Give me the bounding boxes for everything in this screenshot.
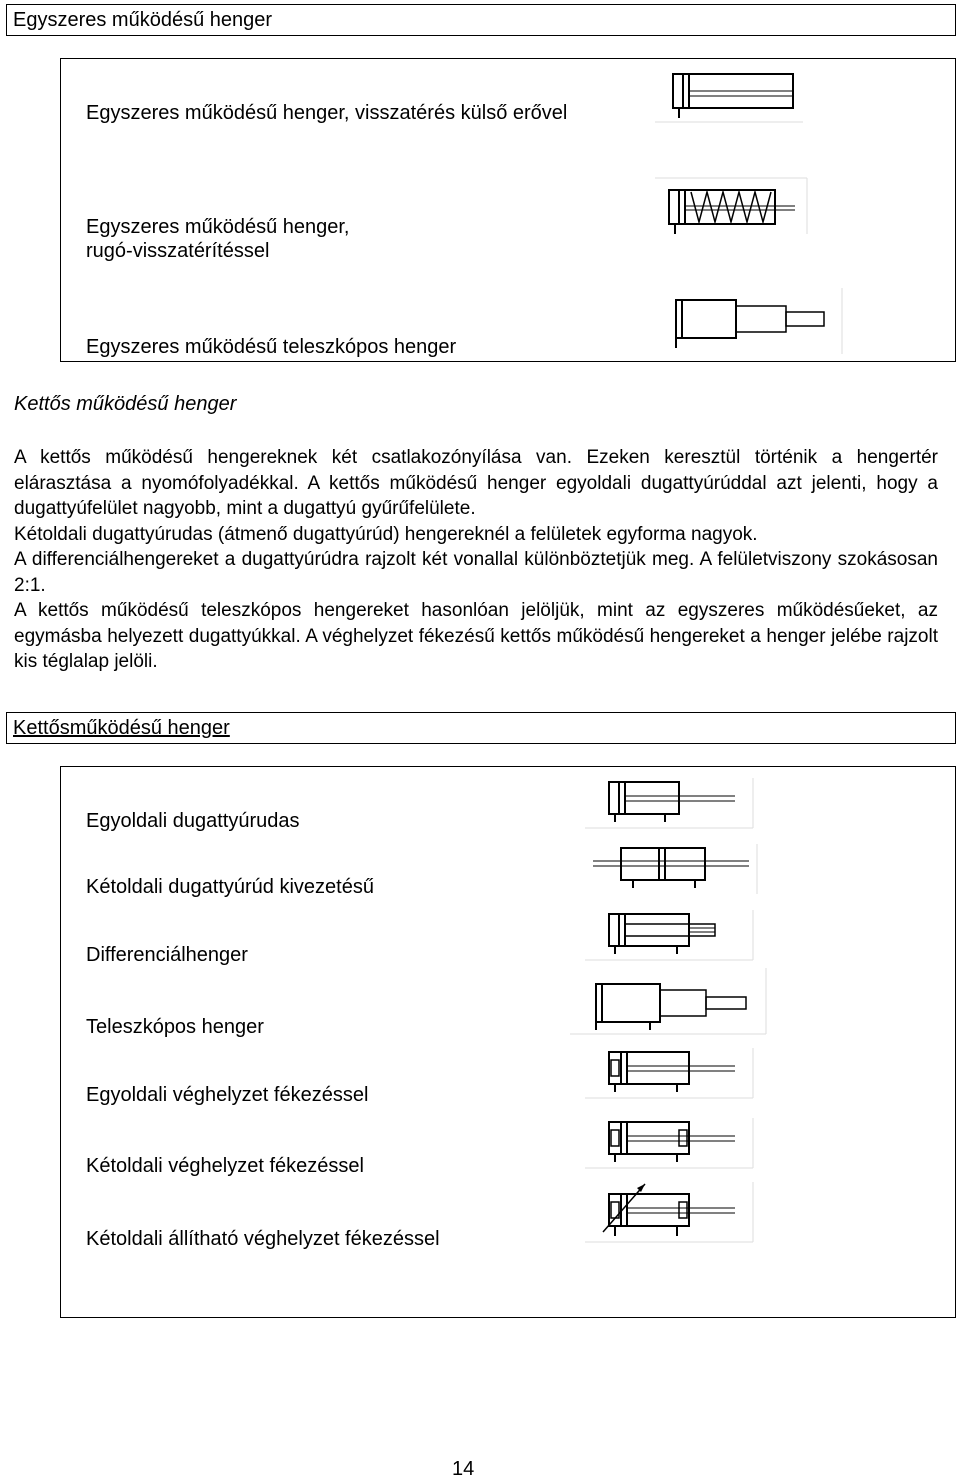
item-telescopic-single-label: Egyszeres működésű teleszkópos henger [86,336,457,358]
adjustable-double-end-cushioning-icon [585,1180,755,1246]
double-rod-cylinder-icon [585,842,760,898]
section2-title [6,712,956,744]
section1-title-text: Egyszeres működésű henger [13,9,273,31]
item-single-rod-label: Egyoldali dugattyúrudas [86,810,300,832]
single-rod-cylinder-icon [585,776,755,832]
single-acting-cylinder-external-return-icon [655,70,805,124]
single-acting-cylinder-spring-return-icon [655,176,810,238]
differential-cylinder-icon [585,908,755,964]
item-spring-return-label-line2: rugó-visszatérítéssel [86,240,270,262]
double-acting-heading: Kettős működésű henger [14,393,237,415]
paragraph-differential: A differenciálhengereket a dugattyúrúdra rajzolt két vonallal különböztetjük meg. A felületviszony szokásosan 2:1. [14,549,938,596]
double-acting-description [14,445,938,675]
double-end-cushioning-icon [585,1116,755,1172]
item-adjustable-cushion-label: Kétoldali állítható véghelyzet fékezéssel [86,1228,440,1250]
single-end-cushioning-icon [585,1046,755,1102]
page-number: 14 [452,1458,475,1480]
item-double-cushion-label: Kétoldali véghelyzet fékezéssel [86,1155,364,1177]
item-telescopic-label: Teleszkópos henger [86,1016,264,1038]
section2-title-text: Kettősműködésű henger [13,717,230,739]
paragraph-telescopic-cushioning: A kettős működésű teleszkópos hengereket hasonlóan jelöljük, mint az egyszeres működésűeket, az egymásba helyezett dugattyúkkal. A véghelyzet fékezésű kettős működésű hengereket a henger jelébe rajzolt kis téglalap jelöli. [14,600,938,672]
item-spring-return-label-line1: Egyszeres működésű henger, [86,216,350,238]
item-double-rod-label: Kétoldali dugattyúrúd kivezetésű [86,876,374,898]
paragraph-double-rod: Kétoldali dugattyúrudas (átmenő dugattyúrúd) hengereknél a felületek egyforma nagyok. [14,523,758,545]
item-external-return-label: Egyszeres működésű henger, visszatérés külső erővel [86,102,568,124]
telescopic-cylinder-icon [570,966,770,1038]
item-differential-label: Differenciálhenger [86,944,248,966]
paragraph-ports: A kettős működésű hengereknek két csatlakozónyílása van. Ezeken keresztül történik a hengertér elárasztása a nyomófolyadékkal. A kettős működésű henger egyoldali dugattyúrúddal azt jelenti, hogy a dugattyúfelület nagyobb, mint a dugattyú gyűrűfelülete. [14,447,938,519]
section1-title [6,4,956,36]
single-acting-telescopic-cylinder-icon [660,286,850,356]
item-single-cushion-label: Egyoldali véghelyzet fékezéssel [86,1084,369,1106]
